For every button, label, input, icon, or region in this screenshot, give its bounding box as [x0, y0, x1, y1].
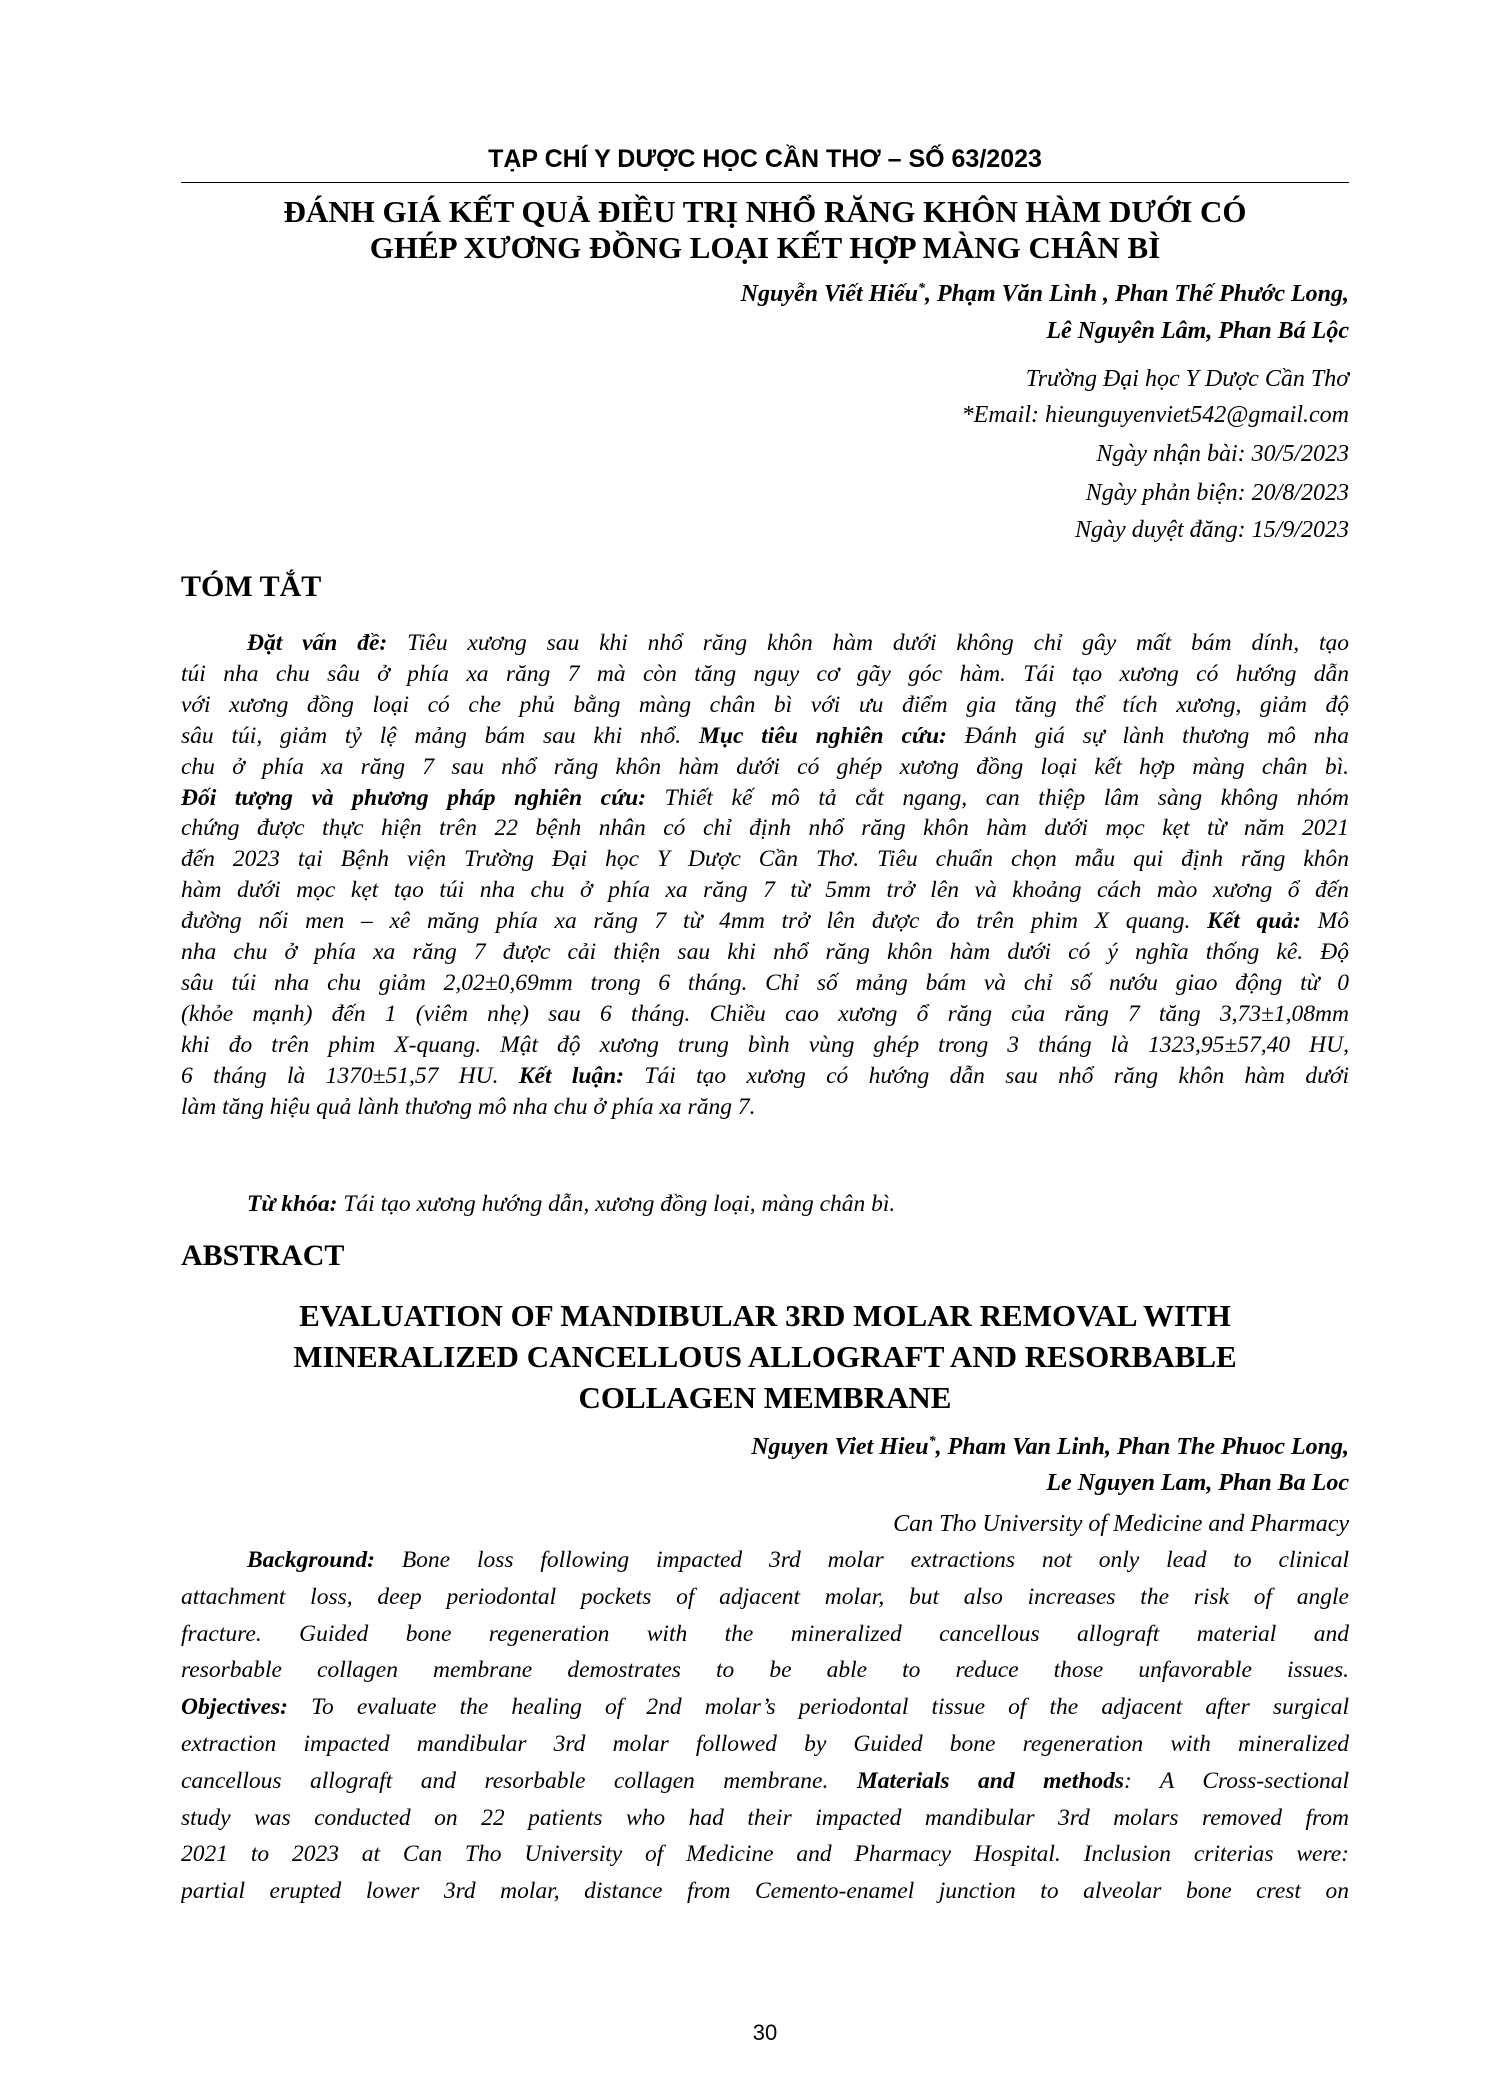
text-segment: Tiêu xương sau khi nhổ răng khôn hàm dưới không chỉ gây mất bám dính, tạo: [387, 630, 1349, 656]
text-segment: đường nối men – xê măng phía xa răng 7 từ 4mm trở lên được đo trên phim X quang.: [181, 908, 1208, 935]
section-label: Đặt vấn đề:: [247, 630, 388, 656]
section-label: Objectives:: [181, 1694, 289, 1721]
text-line: [181, 1802, 1349, 1834]
vi-abstract-heading: TÓM TẮT: [181, 570, 322, 603]
text-segment: attachment loss, deep periodontal pockets of adjacent molar, but also increases the risk of angle: [181, 1583, 1349, 1610]
section-label: Mục tiêu nghiên cứu:: [699, 722, 947, 749]
text-segment: : A Cross-sectional: [1124, 1767, 1349, 1794]
text-segment: sâu túi nha chu giảm 2,02±0,69mm trong 6 tháng. Chỉ số mảng bám và chỉ số nướu giao động từ 0: [181, 969, 1349, 996]
text-segment: Thiết kế mô tả cắt ngang, can thiệp lâm sàng không nhóm: [646, 784, 1349, 811]
vi-title-line-2: GHÉP XƯƠNG ĐỒNG LOẠI KẾT HỢP MÀNG CHÂN BÌ: [369, 230, 1161, 265]
text-line: [181, 689, 1349, 721]
text-line: [181, 1618, 1349, 1650]
en-authors-line-2: Le Nguyen Lam, Phan Ba Loc: [1046, 1470, 1349, 1496]
text-line: [181, 998, 1349, 1030]
date-accepted: Ngày duyệt đăng: 15/9/2023: [1075, 517, 1349, 543]
text-line: [181, 627, 1349, 659]
text-line: [181, 1838, 1349, 1870]
en-title-line-3: COLLAGEN MEMBRANE: [578, 1380, 952, 1415]
text-line: [181, 905, 1349, 937]
text-line: [181, 658, 1349, 690]
header-rule: [181, 182, 1349, 183]
vi-authors-line-2: Lê Nguyên Lâm, Phan Bá Lộc: [1046, 318, 1349, 344]
text-line: [181, 843, 1349, 875]
corresponding-mark: *: [928, 1434, 936, 1449]
corresponding-mark: *: [918, 281, 925, 296]
text-segment: To evaluate the healing of 2nd molar’s periodontal tissue of the adjacent after surgical: [288, 1694, 1349, 1721]
text-line: [181, 967, 1349, 999]
first-author: Nguyễn Viết Hiếu: [740, 281, 918, 307]
text-segment: 2021 to 2023 at Can Tho University of Medicine and Pharmacy Hospital. Inclusion criterias were:: [181, 1841, 1349, 1868]
vi-email: *Email: hieunguyenviet542@gmail.com: [961, 402, 1349, 428]
en-affiliation: Can Tho University of Medicine and Pharmacy: [893, 1511, 1349, 1537]
section-label: Background:: [247, 1547, 375, 1573]
en-abstract-heading: ABSTRACT: [181, 1239, 345, 1272]
text-line: [181, 1691, 1349, 1723]
vi-title-line-1: ĐÁNH GIÁ KẾT QUẢ ĐIỀU TRỊ NHỔ RĂNG KHÔN HÀM DƯỚI CÓ: [283, 194, 1247, 229]
en-title-line-1: EVALUATION OF MANDIBULAR 3RD MOLAR REMOVAL WITH: [299, 1298, 1231, 1333]
page-number: 30: [752, 2020, 778, 2045]
en-title-line-2: MINERALIZED CANCELLOUS ALLOGRAFT AND RESORBABLE: [293, 1339, 1237, 1374]
text-segment: Tái tạo xương hướng dẫn, xương đồng loại, màng chân bì.: [337, 1191, 896, 1217]
text-segment: nha chu ở phía xa răng 7 được cải thiện sau khi nhổ răng khôn hàm dưới có ý nghĩa thống kê. Độ: [181, 939, 1349, 965]
text-segment: chứng được thực hiện trên 22 bệnh nhân có chỉ định nhổ răng khôn hàm dưới mọc kẹt từ năm 2021: [181, 815, 1349, 842]
section-label: Materials and methods: [856, 1767, 1125, 1794]
text-line: [181, 1060, 1349, 1092]
text-line: [181, 1581, 1349, 1613]
first-author: Nguyen Viet Hieu: [751, 1434, 929, 1460]
en-authors-line-1: [181, 1431, 1349, 1463]
text-line: [181, 1765, 1349, 1797]
section-label: Từ khóa:: [247, 1191, 338, 1217]
text-segment: Bone loss following impacted 3rd molar extractions not only lead to clinical: [374, 1547, 1349, 1573]
date-received: Ngày nhận bài: 30/5/2023: [1096, 441, 1349, 467]
vi-affiliation: Trường Đại học Y Dược Cần Thơ: [1025, 366, 1349, 392]
text-segment: Tái tạo xương có hướng dẫn sau nhổ răng khôn hàm dưới: [624, 1062, 1349, 1089]
text-segment: sâu túi, giảm tỷ lệ mảng bám sau khi nhổ.: [181, 722, 700, 749]
text-segment: cancellous allograft and resorbable collagen membrane.: [181, 1767, 857, 1794]
text-segment: làm tăng hiệu quả lành thương mô nha chu ở phía xa răng 7.: [181, 1093, 756, 1120]
text-segment: partial erupted lower 3rd molar, distance from Cemento-enamel junction to alveolar bone crest on: [181, 1878, 1349, 1905]
text-line: [181, 812, 1349, 844]
text-line: [181, 1875, 1349, 1907]
text-segment: extraction impacted mandibular 3rd molar followed by Guided bone regeneration with mineralized: [181, 1731, 1349, 1757]
section-label: Đối tượng và phương pháp nghiên cứu:: [181, 784, 647, 811]
text-line: [181, 936, 1349, 968]
section-label: Kết quả:: [1207, 908, 1301, 935]
text-segment: study was conducted on 22 patients who had their impacted mandibular 3rd molars removed from: [181, 1804, 1349, 1831]
text-segment: chu ở phía xa răng 7 sau nhổ răng khôn hàm dưới có ghép xương đồng loại kết hợp màng chân bì.: [181, 753, 1349, 780]
text-segment: với xương đồng loại có che phủ bằng màng chân bì với ưu điểm gia tăng thể tích xương, giảm độ: [181, 691, 1349, 718]
journal-header: TẠP CHÍ Y DƯỢC HỌC CẦN THƠ – SỐ 63/2023: [488, 145, 1042, 173]
co-authors: , Phạm Văn Lình , Phan Thế Phước Long,: [925, 281, 1349, 307]
date-reviewed: Ngày phản biện: 20/8/2023: [1085, 480, 1349, 506]
text-line: [181, 1654, 1349, 1686]
text-line: [181, 782, 1349, 814]
text-segment: resorbable collagen membrane demostrates to be able to reduce those unfavorable issues.: [181, 1657, 1349, 1684]
text-line: [181, 751, 1349, 783]
text-segment: đến 2023 tại Bệnh viện Trường Đại học Y Dược Cần Thơ. Tiêu chuẩn chọn mẫu qui định răng khôn: [181, 846, 1349, 873]
text-segment: Mô: [1300, 908, 1349, 935]
text-segment: 6 tháng là 1370±51,57 HU.: [181, 1062, 519, 1089]
text-line: [181, 1029, 1349, 1061]
text-line: [181, 874, 1349, 906]
text-line: [181, 1728, 1349, 1760]
text-segment: khi đo trên phim X-quang. Mật độ xương trung bình vùng ghép trong 3 tháng là 1323,95±57,40 HU,: [181, 1031, 1349, 1058]
co-authors: , Pham Van Linh, Phan The Phuoc Long,: [935, 1434, 1349, 1460]
text-segment: Đánh giá sự lành thương mô nha: [946, 722, 1349, 749]
text-segment: hàm dưới mọc kẹt tạo túi nha chu ở phía xa răng 7 từ 5mm trở lên và khoảng cách mào xương ổ đến: [181, 877, 1349, 904]
text-line: [181, 1188, 1349, 1220]
text-line: [181, 1544, 1349, 1576]
text-line: [181, 1091, 1349, 1123]
vi-authors-line-1: [181, 278, 1349, 310]
text-segment: fracture. Guided bone regeneration with the mineralized cancellous allograft material and: [181, 1620, 1349, 1647]
text-line: [181, 720, 1349, 752]
section-label: Kết luận:: [518, 1062, 625, 1089]
text-segment: (khỏe mạnh) đến 1 (viêm nhẹ) sau 6 tháng. Chiều cao xương ổ răng của răng 7 tăng 3,73±1,08mm: [181, 1000, 1349, 1027]
text-segment: túi nha chu sâu ở phía xa răng 7 mà còn tăng nguy cơ gãy góc hàm. Tái tạo xương có hướng dẫn: [181, 660, 1349, 687]
